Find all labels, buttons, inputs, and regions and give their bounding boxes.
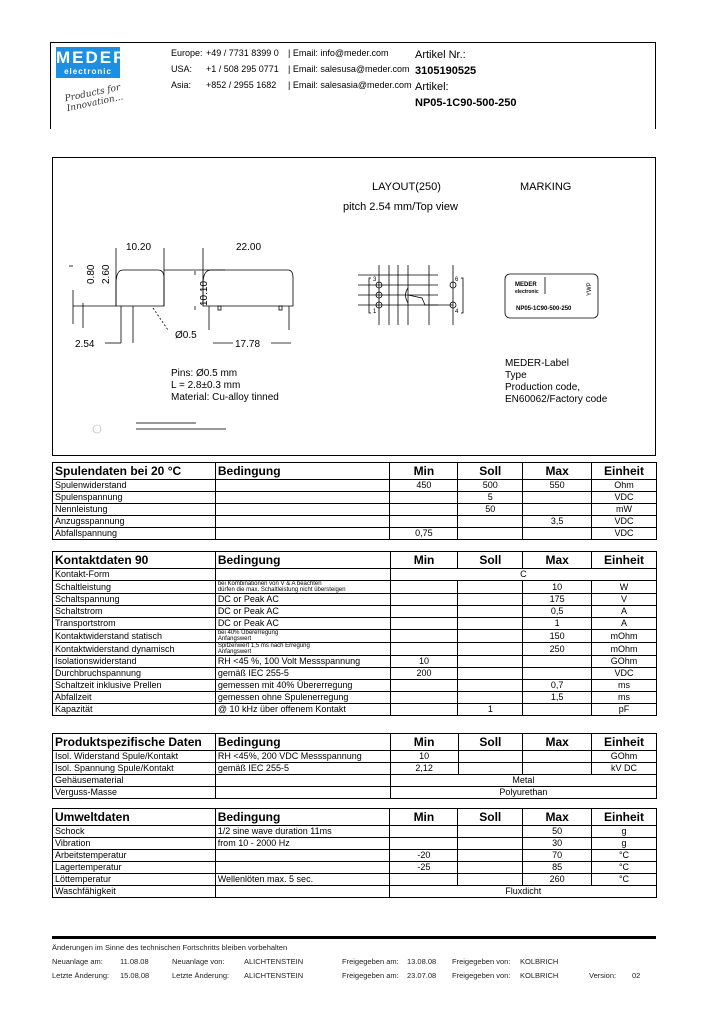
table-row [53,680,657,692]
row-condition [215,775,390,787]
relay-side-view [116,270,164,306]
row-max [523,528,592,540]
table-row [53,581,657,594]
row-label: Nennleistung [53,504,216,516]
row-min [390,680,458,692]
length-spec: L = 2.8±0.3 mm [171,380,241,391]
row-max [523,668,592,680]
row-condition: 1/2 sine wave duration 11ms [215,826,390,838]
table-row [53,787,657,799]
row-soll [458,668,523,680]
row-condition: RH <45%, 200 VDC Messspannung [215,751,390,763]
email-asia[interactable]: | Email: salesasia@meder.com [288,80,412,90]
footer-label: Letzte Änderung: [52,971,110,980]
technical-drawing [53,158,655,455]
row-unit: g [592,838,657,850]
row-label: Anzugsspannung [53,516,216,528]
row-max [523,751,592,763]
row-min: 0,75 [390,528,458,540]
row-label: Schaltspannung [53,594,216,606]
row-condition: bei 40% Übererregung Anfangswert [215,630,390,643]
label-code: YWP [587,282,593,296]
column-header: Min [390,552,458,569]
row-label: Gehäusematerial [53,775,216,787]
footer-label: Neuanlage am: [52,957,103,966]
row-soll [458,656,523,668]
row-value: Fluxdicht [390,886,657,898]
row-min: -25 [390,862,458,874]
legend-line: Production code, [505,382,581,393]
column-header: Einheit [592,734,657,751]
row-soll [458,862,523,874]
row-condition [215,569,390,581]
dim-span: 17.78 [235,339,261,350]
footer-label: Freigegeben von: [452,957,511,966]
row-unit: W [592,581,657,594]
row-unit: GOhm [592,656,657,668]
table-row [53,874,657,886]
row-soll [458,751,523,763]
column-header: Max [523,552,592,569]
layout-grid [358,265,463,325]
row-label: Verguss-Masse [53,787,216,799]
row-label: Schaltleistung [53,581,216,594]
row-soll [458,594,523,606]
row-min [390,594,458,606]
footer-value: KOLBRICH [520,971,559,980]
row-soll [458,850,523,862]
row-condition: Wellenlöten max. 5 sec. [215,874,390,886]
table-row [53,775,657,787]
phone-europe: +49 / 7731 8399 0 [206,48,279,58]
row-label: Waschfähigkeit [53,886,216,898]
drawing-box [52,157,656,456]
footer-value: 13.08.08 [407,957,437,966]
row-label: Schaltstrom [53,606,216,618]
pin-number: 1 [373,309,377,315]
row-min: 200 [390,668,458,680]
row-label: Kontakt-Form [53,569,216,581]
row-max: 0,7 [523,680,592,692]
column-header: Max [523,734,592,751]
contact-phones [206,45,279,93]
row-max [523,504,592,516]
column-header: Einheit [592,809,657,826]
row-label: Abfallspannung [53,528,216,540]
row-condition [215,787,390,799]
table-row [53,528,657,540]
marking-title: MARKING [520,181,572,193]
footer-label: Neuanlage von: [172,957,225,966]
row-condition [215,492,390,504]
column-header: Bedingung [215,809,390,826]
table-row [53,862,657,874]
data-table [52,551,657,716]
table-row [53,763,657,775]
meder-logo [56,47,128,78]
layout-subtitle: pitch 2.54 mm/Top view [343,201,458,213]
row-value: Polyurethan [390,787,656,799]
footer-value: ALICHTENSTEIN [244,971,304,980]
row-max: 30 [523,838,592,850]
row-unit: VDC [592,668,657,680]
row-max: 1,5 [523,692,592,704]
column-header: Bedingung [215,552,390,569]
row-soll: 5 [458,492,523,504]
row-min [390,606,458,618]
row-min [390,692,458,704]
dim-length: 22.00 [236,242,262,253]
row-max: 50 [523,826,592,838]
row-max: 10 [523,581,592,594]
row-unit: VDC [592,528,657,540]
row-min [390,643,458,656]
row-soll [458,692,523,704]
artikel-label: Artikel: [415,81,449,93]
row-label: Vibration [53,838,216,850]
logo-text: MEDER [56,48,128,67]
material-spec: Material: Cu-alloy tinned [171,392,279,403]
slogan-signature: Products for Innovation... [63,82,125,115]
row-soll [458,826,523,838]
data-table [52,733,657,799]
row-min [390,581,458,594]
row-unit: °C [592,862,657,874]
row-max: 260 [523,874,592,886]
row-max: 175 [523,594,592,606]
table-row [53,704,657,716]
row-max [523,492,592,504]
row-label: Kontaktwiderstand statisch [53,630,216,643]
row-unit: V [592,594,657,606]
phone-usa: +1 / 508 295 0771 [206,64,279,74]
table-row [53,630,657,643]
table-title: Spulendaten bei 20 °C [53,463,216,480]
row-min: -20 [390,850,458,862]
row-condition: RH <45 %, 100 Volt Messspannung [215,656,390,668]
row-soll [458,874,523,886]
label-brand-sub: electronic [515,289,539,295]
label-brand: MEDER [515,282,537,288]
row-max [523,656,592,668]
email-europe[interactable]: | Email: info@meder.com [288,48,389,58]
table-row [53,480,657,492]
row-unit: mOhm [592,630,657,643]
column-header: Bedingung [215,734,390,751]
row-label: Schock [53,826,216,838]
contact-emails [288,45,412,93]
row-soll [458,581,523,594]
footer-value: ALICHTENSTEIN [244,957,304,966]
footer-label: Freigegeben am: [342,957,399,966]
table-row [53,643,657,656]
footer-value: 11.08.08 [120,957,149,966]
row-min [390,504,458,516]
region-asia: Asia: [171,80,192,90]
row-label: Schaltzeit inklusive Prellen [53,680,216,692]
column-header: Min [390,734,458,751]
row-label: Kontaktwiderstand dynamisch [53,643,216,656]
row-soll: 50 [458,504,523,516]
row-condition: from 10 - 2000 Hz [215,838,390,850]
row-soll [458,630,523,643]
column-header: Soll [458,552,523,569]
row-label: Arbeitstemperatur [53,850,216,862]
column-header: Soll [458,463,523,480]
row-condition: gemessen ohne Spulenerregung [215,692,390,704]
row-min: 450 [390,480,458,492]
data-table [52,808,657,898]
row-soll [458,763,523,775]
dim-width: 10.20 [126,242,152,253]
row-unit: A [592,618,657,630]
row-unit: kV DC [592,763,657,775]
footer-label: Letzte Änderung: [172,971,230,980]
row-min: 2,12 [390,763,458,775]
column-header: Einheit [592,552,657,569]
row-soll: 500 [458,480,523,492]
row-max: 3,5 [523,516,592,528]
table-row [53,850,657,862]
row-condition: gemäß IEC 255-5 [215,763,390,775]
footer-label: Freigegeben am: [342,971,399,980]
version-value: 02 [632,971,641,980]
row-unit: GOhm [592,751,657,763]
row-condition: gemessen mit 40% Übererregung [215,680,390,692]
table-row [53,594,657,606]
row-label: Spulenspannung [53,492,216,504]
row-min [390,826,458,838]
column-header: Bedingung [215,463,390,480]
footer-notice: Änderungen im Sinne des technischen Fortschritts bleiben vorbehalten [52,943,288,952]
row-max [523,763,592,775]
footer-value: 23.07.08 [407,971,437,980]
footer [52,936,656,980]
row-label: Löttemperatur [53,874,216,886]
row-unit: °C [592,874,657,886]
approval-marks [93,422,226,433]
legend-line: Type [505,370,527,381]
contact-regions [171,45,203,93]
legend-line: EN60062/Factory code [505,394,608,405]
row-min [390,838,458,850]
row-unit: mW [592,504,657,516]
table-row [53,838,657,850]
row-condition [215,886,390,898]
table-row [53,504,657,516]
row-unit: pF [592,704,657,716]
row-soll [458,618,523,630]
header-box [50,42,656,129]
dim-260: 2.60 [101,264,112,284]
row-label: Lagertemperatur [53,862,216,874]
footer-value: 15.08.08 [120,971,150,980]
layout-title: LAYOUT(250) [372,181,441,193]
row-condition: DC or Peak AC [215,594,390,606]
row-soll [458,606,523,618]
row-min [390,874,458,886]
row-condition: bei Kombinationen von V & A beachten dürfen die max. Schaltleistung nicht übersteigen [215,581,390,594]
artikel-nr-label: Artikel Nr.: [415,49,466,61]
row-max: 550 [523,480,592,492]
pin-number: 6 [455,277,459,283]
dim-height: 10.10 [199,280,210,306]
table-row [53,618,657,630]
row-soll [458,838,523,850]
row-max: 70 [523,850,592,862]
row-max: 150 [523,630,592,643]
row-unit: mOhm [592,643,657,656]
column-header: Min [390,809,458,826]
row-unit: g [592,826,657,838]
row-value: C [390,569,656,581]
row-max: 250 [523,643,592,656]
row-label: Transportstrom [53,618,216,630]
data-table [52,462,657,540]
column-header: Min [390,463,458,480]
row-label: Spulenwiderstand [53,480,216,492]
row-min [390,516,458,528]
column-header: Max [523,809,592,826]
row-unit: °C [592,850,657,862]
table-header [53,552,657,569]
table-header [53,809,657,826]
row-min [390,492,458,504]
column-header: Soll [458,734,523,751]
artikel-nr: 3105190525 [415,65,477,77]
table-title: Kontaktdaten 90 [53,552,216,569]
label-part-number: NP05-1C90-500-250 [516,306,572,312]
row-condition: Spitzenwert 1,5 ms nach Erregung Anfangswert [215,643,390,656]
row-condition: DC or Peak AC [215,606,390,618]
dim-080: 0.80 [86,264,97,284]
artikel-name: NP05-1C90-500-250 [415,97,517,109]
pin-number: 4 [455,309,459,315]
row-label: Isol. Widerstand Spule/Kontakt [53,751,216,763]
pin-number: 3 [373,277,377,283]
row-unit: ms [592,692,657,704]
row-label: Durchbruchspannung [53,668,216,680]
footer-label: Freigegeben von: [452,971,511,980]
row-condition: gemäß IEC 255-5 [215,668,390,680]
table-header [53,463,657,480]
dim-pin: Ø0.5 [175,330,197,341]
row-unit: VDC [592,492,657,504]
relay-front-view [203,270,293,306]
row-condition [215,850,390,862]
row-unit: Ohm [592,480,657,492]
row-min [390,704,458,716]
row-label: Kapazität [53,704,216,716]
region-usa: USA: [171,64,193,74]
table-row [53,751,657,763]
row-max: 0,5 [523,606,592,618]
phone-asia: +852 / 2955 1682 [206,80,277,90]
table-title: Produktspezifische Daten [53,734,216,751]
table-row [53,516,657,528]
row-min [390,618,458,630]
row-label: Abfallzeit [53,692,216,704]
row-soll [458,528,523,540]
row-min [390,630,458,643]
row-max: 85 [523,862,592,874]
logo-subtext: electronic [64,67,112,76]
table-header [53,734,657,751]
footer-value: KOLBRICH [520,957,559,966]
pins-spec: Pins: Ø0.5 mm [171,368,238,379]
table-title: Umweltdaten [53,809,216,826]
row-condition [215,528,390,540]
row-min: 10 [390,656,458,668]
row-unit: VDC [592,516,657,528]
article-info [415,47,517,111]
legend-line: MEDER-Label [505,358,569,369]
row-soll [458,680,523,692]
row-condition [215,504,390,516]
table-row [53,656,657,668]
table-row [53,826,657,838]
row-condition [215,480,390,492]
row-unit: A [592,606,657,618]
row-max [523,704,592,716]
dim-pitch: 2.54 [75,339,95,350]
row-value: Metal [390,775,656,787]
email-usa[interactable]: | Email: salesusa@meder.com [288,64,410,74]
row-soll: 1 [458,704,523,716]
row-condition [215,516,390,528]
version-label: Version: [589,971,617,980]
row-max: 1 [523,618,592,630]
region-europe: Europe: [171,48,203,58]
table-row [53,668,657,680]
table-row [53,606,657,618]
row-unit: ms [592,680,657,692]
row-condition: @ 10 kHz über offenem Kontakt [215,704,390,716]
row-label: Isolationswiderstand [53,656,216,668]
row-condition [215,862,390,874]
row-min: 10 [390,751,458,763]
table-row [53,886,657,898]
row-condition: DC or Peak AC [215,618,390,630]
row-soll [458,516,523,528]
column-header: Soll [458,809,523,826]
table-row [53,492,657,504]
row-label: Isol. Spannung Spule/Kontakt [53,763,216,775]
column-header: Max [523,463,592,480]
table-row [53,569,657,581]
column-header: Einheit [592,463,657,480]
row-soll [458,643,523,656]
table-row [53,692,657,704]
